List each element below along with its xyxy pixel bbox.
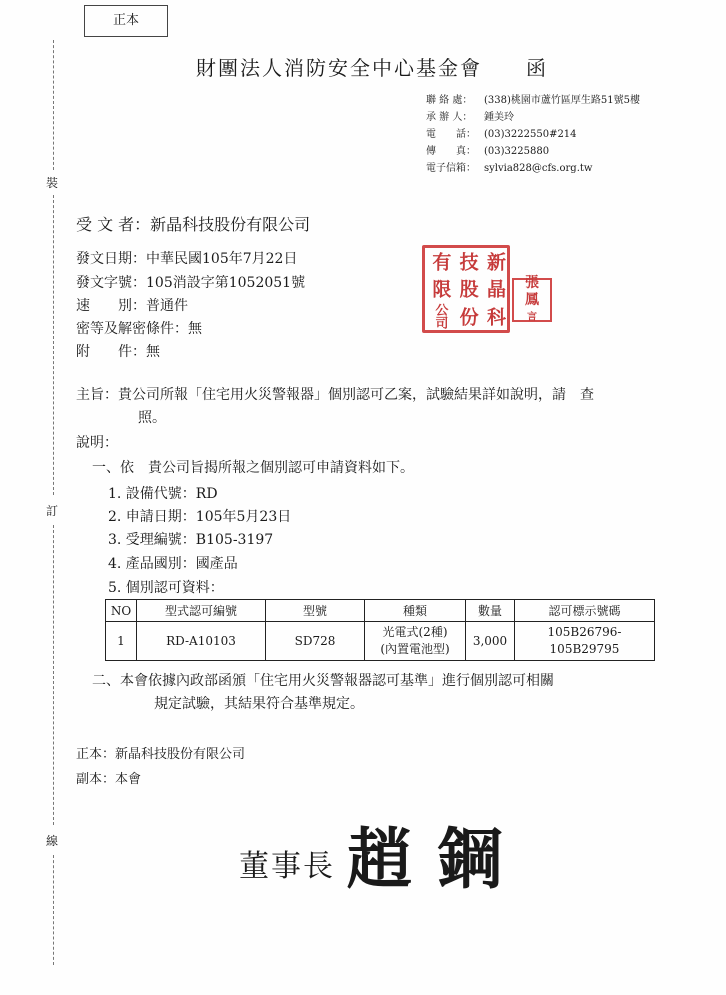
original-copy-box: 正本 <box>84 5 168 37</box>
binding-line <box>53 195 54 495</box>
binding-mark: 裝 <box>46 172 58 193</box>
company-seal: 新 晶 科 技 股 份 有 限 公司 <box>422 245 510 333</box>
subject-continued: 照。 <box>138 410 166 426</box>
binding-line <box>53 40 54 170</box>
recipient-line: 受 文 者：新晶科技股份有限公司 <box>76 215 311 234</box>
list-item: 3. 受理編號：B105-3197 <box>108 532 274 548</box>
urgency: 速 別：普通件 <box>76 298 188 314</box>
attachment: 附 件：無 <box>76 344 160 360</box>
column-header: 型式認可編號 <box>137 600 266 622</box>
column-header: 認可標示號碼 <box>515 600 655 622</box>
binding-mark: 線 <box>46 830 58 851</box>
column-header: 型號 <box>266 600 365 622</box>
explanation-label: 說明： <box>76 435 118 451</box>
cell-quantity: 3,000 <box>466 622 515 661</box>
cell-model: SD728 <box>266 622 365 661</box>
item-one-heading: 一、依 貴公司旨揭所報之個別認可申請資料如下。 <box>92 460 414 476</box>
binding-line <box>53 525 54 825</box>
cell-approval-number: RD-A10103 <box>137 622 266 661</box>
contact-row: 電 話： (03)3222550#214 <box>426 129 577 140</box>
copy-recipient: 副本：本會 <box>76 772 142 787</box>
column-header: 種類 <box>365 600 466 622</box>
item-two-continued: 規定試驗，其結果符合基準規定。 <box>154 696 364 712</box>
contact-block <box>426 92 640 177</box>
list-item: 2. 申請日期：105年5月23日 <box>108 509 292 525</box>
personal-seal: 張 鳳 言 <box>512 278 552 322</box>
original-recipient: 正本：新晶科技股份有限公司 <box>76 747 246 762</box>
classification: 密等及解密條件：無 <box>76 321 202 337</box>
table-header-row <box>106 600 655 622</box>
cell-label-number: 105B26796-105B29795 <box>515 622 655 661</box>
list-item: 5. 個別認可資料： <box>108 580 224 596</box>
contact-row: 承 辦 人： 鍾美玲 <box>426 112 514 123</box>
binding-mark: 訂 <box>46 500 58 521</box>
list-item: 4. 產品國別：國產品 <box>108 556 238 572</box>
issue-date: 發文日期：中華民國105年7月22日 <box>76 251 298 267</box>
contact-row: 聯 絡 處： (338)桃園市蘆竹區厚生路51號5樓 <box>426 95 640 106</box>
signature-name: 趙鋼 <box>346 820 527 898</box>
item-two: 二、本會依據內政部函頒「住宅用火災警報器認可基準」進行個別認可相關 <box>92 673 554 689</box>
table-row <box>106 622 655 661</box>
column-header: 數量 <box>466 600 515 622</box>
cell-kind: 光電式(2種) (內置電池型) <box>365 622 466 661</box>
cell-no: 1 <box>106 622 137 661</box>
signature-block <box>239 806 527 901</box>
binding-line <box>53 855 54 965</box>
column-header: NO <box>106 600 137 622</box>
contact-row: 電子信箱： sylvia828@cfs.org.tw <box>426 163 593 174</box>
document-number: 發文字號：105消設字第1052051號 <box>76 275 306 291</box>
signature-title: 董事長 <box>239 849 335 884</box>
letter-title: 財團法人消防安全中心基金會 函 <box>196 56 548 80</box>
approval-table <box>105 599 655 661</box>
contact-row: 傳 真： (03)3225880 <box>426 146 550 157</box>
list-item: 1. 設備代號：RD <box>108 486 218 502</box>
subject: 主旨：貴公司所報「住宅用火災警報器」個別認可乙案，試驗結果詳如說明，請 查 <box>76 387 594 403</box>
